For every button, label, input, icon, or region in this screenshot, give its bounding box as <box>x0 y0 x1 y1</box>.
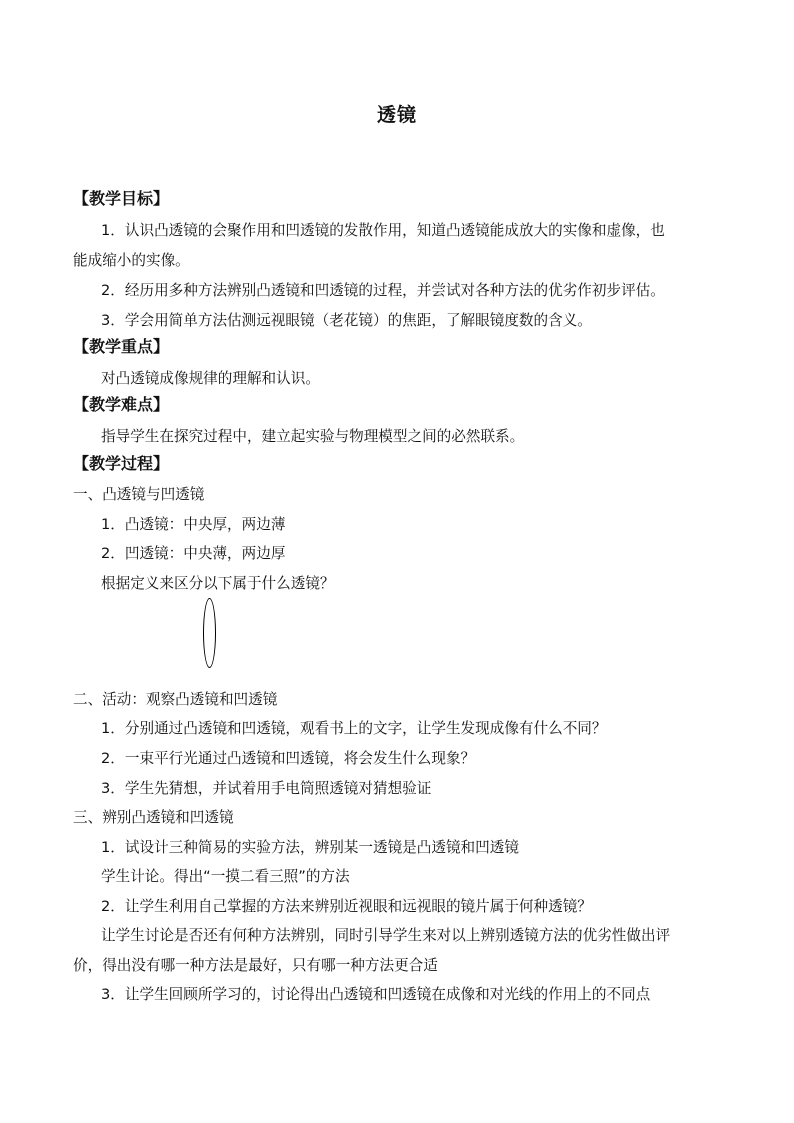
goal-item-3: 3．学会用简单方法估测远视眼镜（老花镜）的焦距，了解眼镜度数的含义。 <box>101 312 592 329</box>
part2-item-2: 2．一束平行光通过凸透镜和凹透镜，将会发生什么现象？ <box>101 750 476 767</box>
part3-item-3: 3．让学生回顾所学习的，讨论得出凸透镜和凹透镜在成像和对光线的作用上的不同点 <box>101 986 651 1003</box>
key-points-text: 对凸透镜成像规律的理解和认识。 <box>101 370 320 387</box>
goal-item-1-cont: 能成缩小的实像。 <box>73 252 190 269</box>
part1-title: 一、凸透镜与凹透镜 <box>73 486 205 503</box>
part2-title: 二、活动：观察凸透镜和凹透镜 <box>73 691 278 708</box>
part3-item-2-discussion: 让学生讨论是否还有何种方法辨别，同时引导学生来对以上辨别透镜方法的优劣性做出评 <box>101 927 671 944</box>
part3-item-2-discussion-cont: 价，得出没有哪一种方法是最好，只有哪一种方法更合适 <box>73 957 438 974</box>
key-points-heading: 【教学重点】 <box>73 337 170 356</box>
part2-item-1: 1．分别通过凸透镜和凹透镜，观看书上的文字，让学生发现成像有什么不同？ <box>101 720 607 737</box>
part3-item-2: 2．让学生利用自己掌握的方法来辨别近视眼和远视眼的镜片属于何种透镜？ <box>101 898 592 915</box>
page-title: 透镜 <box>376 104 417 126</box>
convex-lens-figure <box>203 598 216 668</box>
part1-item-1: 1．凸透镜：中央厚，两边薄 <box>101 516 286 533</box>
part1-item-2: 2．凹透镜：中央薄，两边厚 <box>101 545 286 562</box>
difficulties-text: 指导学生在探究过程中，建立起实验与物理模型之间的必然联系。 <box>101 428 525 445</box>
difficulties-heading: 【教学难点】 <box>73 395 170 414</box>
process-heading: 【教学过程】 <box>73 454 170 473</box>
part3-title: 三、辨别凸透镜和凹透镜 <box>73 809 234 826</box>
part3-item-1: 1．试设计三种简易的实验方法，辨别某一透镜是凸透镜和凹透镜 <box>101 839 519 856</box>
part2-item-3: 3．学生先猜想，并试着用手电筒照透镜对猜想验证 <box>101 780 432 797</box>
part1-question: 根据定义来区分以下属于什么透镜？ <box>101 575 335 592</box>
part3-item-1-note: 学生计论。得出“一摸二看三照”的方法 <box>101 868 350 885</box>
goal-item-2: 2．经历用多种方法辨别凸透镜和凹透镜的过程，并尝试对各种方法的优劣作初步评估。 <box>101 282 665 299</box>
goal-item-1: 1．认识凸透镜的会聚作用和凹透镜的发散作用，知道凸透镜能成放大的实像和虚像，也 <box>101 222 665 239</box>
goals-heading: 【教学目标】 <box>73 189 170 208</box>
